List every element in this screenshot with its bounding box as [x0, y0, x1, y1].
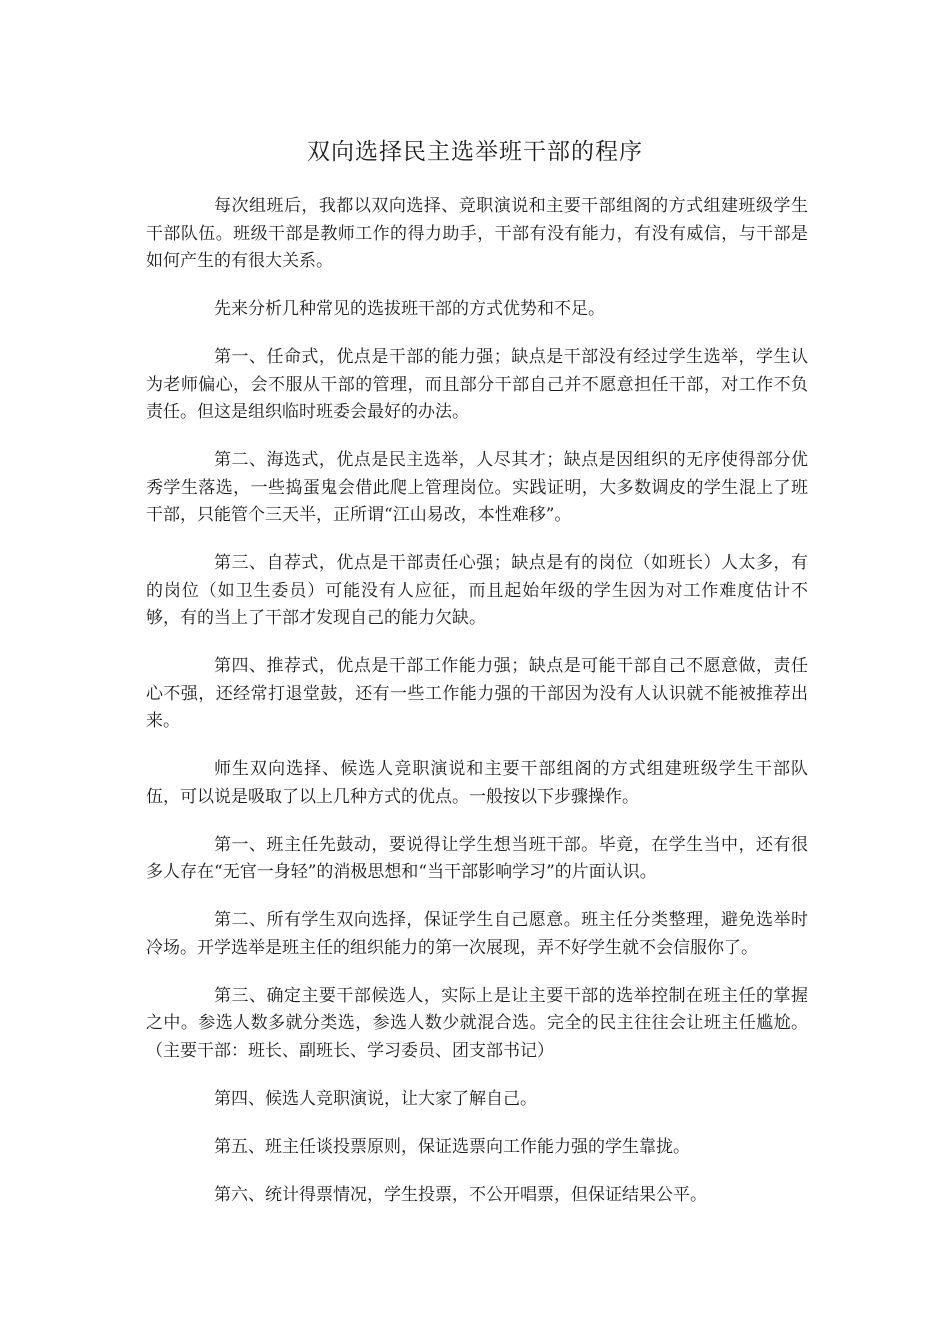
paragraph-step-3: 第三、确定主要干部候选人，实际上是让主要干部的选举控制在班主任的掌握之中。参选人数多就分类选，参选人数少就混合选。完全的民主往往会让班主任尴尬。（主要干部：班长、副班长、学习委员、团支部书记） — [146, 985, 808, 1061]
document-title: 双向选择民主选举班干部的程序 — [307, 139, 643, 165]
paragraph-recommendation-method: 第四、推荐式，优点是干部工作能力强；缺点是可能干部自己不愿意做，责任心不强，还经常打退堂鼓，还有一些工作能力强的干部因为没有人认识就不能被推荐出来。 — [146, 656, 808, 731]
paragraph-step-6: 第六、统计得票情况，学生投票，不公开唱票，但保证结果公平。 — [214, 1184, 707, 1205]
paragraph-intro: 每次组班后，我都以双向选择、竞职演说和主要干部组阁的方式组建班级学生干部队伍。班级干部是教师工作的得力助手，干部有没有能力，有没有威信，与干部是如何产生的有很大关系。 — [146, 196, 808, 271]
paragraph-step-2: 第二、所有学生双向选择，保证学生自己愿意。班主任分类整理，避免选举时冷场。开学选举是班主任的组织能力的第一次展现，弄不好学生就不会信服你了。 — [146, 910, 808, 958]
paragraph-step-4: 第四、候选人竞职演说，让大家了解自己。 — [214, 1088, 537, 1109]
paragraph-two-way-selection: 师生双向选择、候选人竞职演说和主要干部组阁的方式组建班级学生干部队伍，可以说是吸取了以上几种方式的优点。一般按以下步骤操作。 — [146, 759, 808, 807]
paragraph-step-5: 第五、班主任谈投票原则，保证选票向工作能力强的学生靠拢。 — [214, 1136, 690, 1157]
paragraph-analysis-lead: 先来分析几种常见的选拔班干部的方式优势和不足。 — [214, 299, 605, 319]
paragraph-open-election-method: 第二、海选式，优点是民主选举，人尽其才；缺点是因组织的无序使得部分优秀学生落选，一些捣蛋鬼会借此爬上管理岗位。实践证明，大多数调皮的学生混上了班干部，只能管个三天半，正所谓“江山易改，本性难移”。 — [146, 450, 808, 525]
paragraph-self-nomination-method: 第三、自荐式，优点是干部责任心强；缺点是有的岗位（如班长）人太多，有的岗位（如卫生委员）可能没有人应征，而且起始年级的学生因为对工作难度估计不够，有的当上了干部才发现自己的能力欠缺。 — [146, 553, 808, 628]
paragraph-appointment-method: 第一、任命式，优点是干部的能力强；缺点是干部没有经过学生选举，学生认为老师偏心，会不服从干部的管理，而且部分干部自己并不愿意担任干部，对工作不负责任。但这是组织临时班委会最好的办法。 — [146, 347, 808, 422]
paragraph-step-1: 第一、班主任先鼓动，要说得让学生想当班干部。毕竟，在学生当中，还有很多人存在“无官一身轻”的消极思想和“当干部影响学习”的片面认识。 — [146, 834, 808, 882]
document-body — [146, 193, 808, 1230]
